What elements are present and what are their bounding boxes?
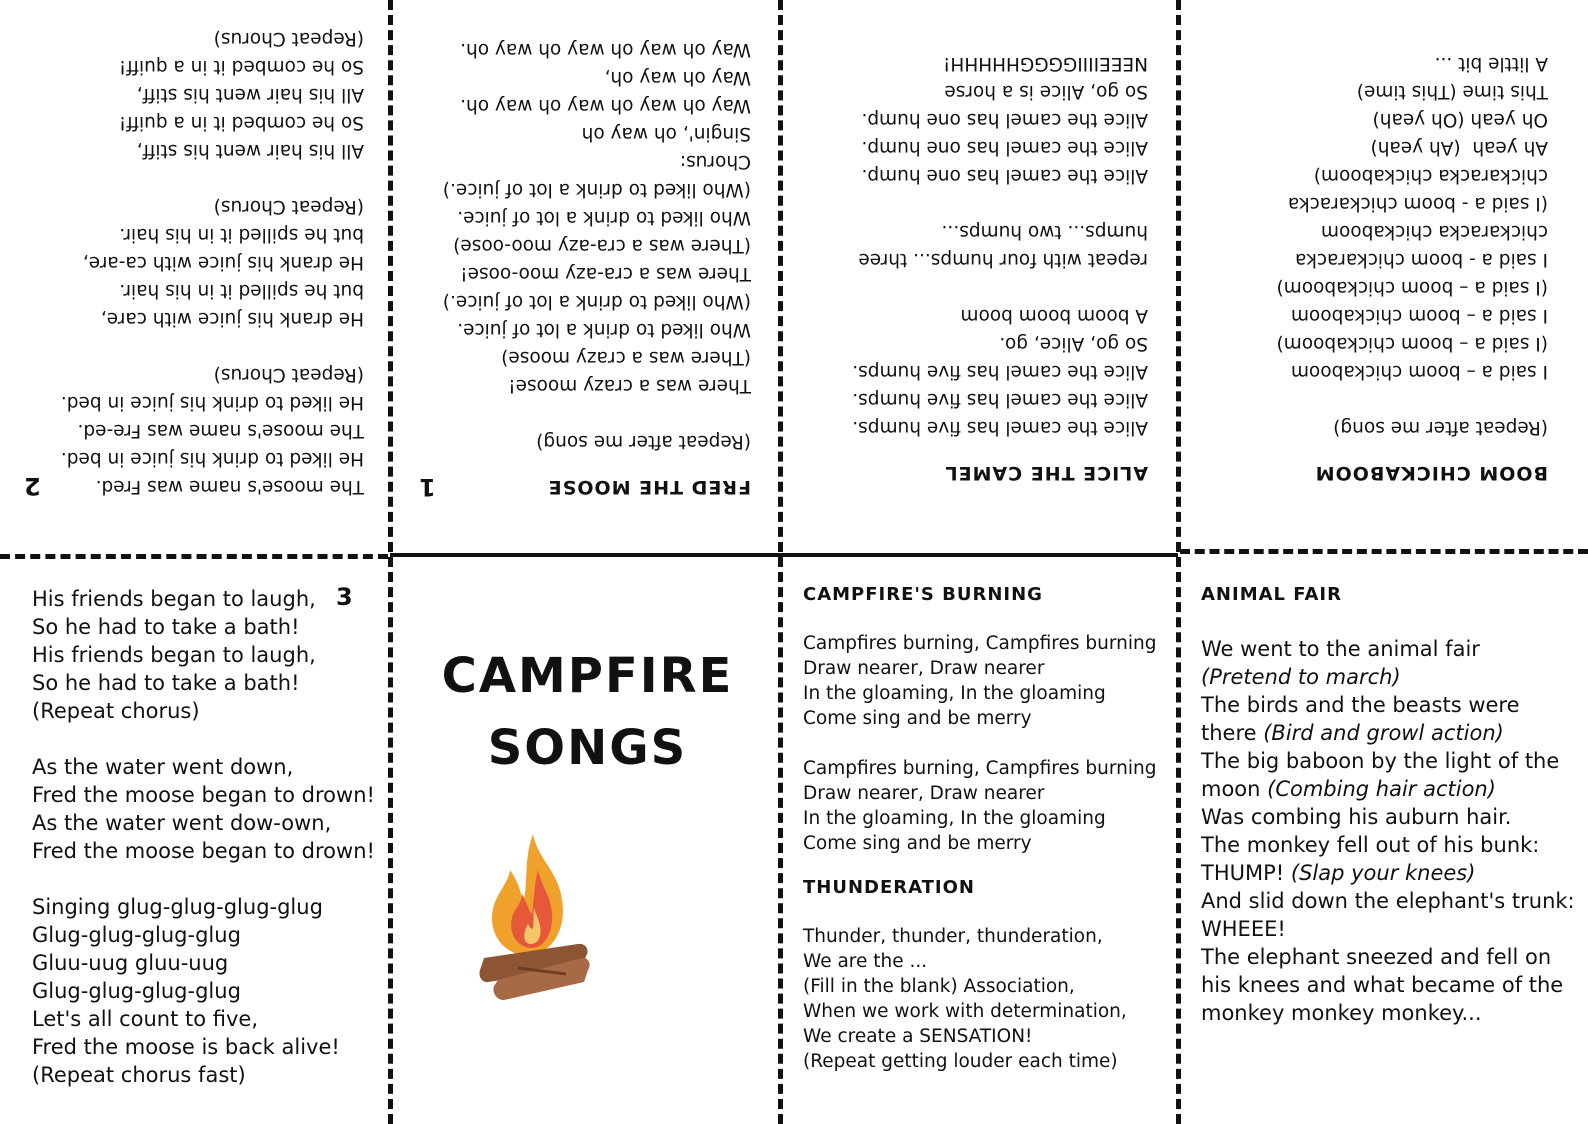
lyric-line: Ah yeah (Ah yeah) [1370,137,1548,158]
lyric-line: Fred the moose is back alive! [32,1035,340,1059]
lyric-line: but he spilled it in his hair. [119,280,364,301]
lyric-line: Who liked to drink a lot of juice. [457,319,751,340]
lyric-line: Draw nearer, Draw nearer [803,658,1045,679]
lyric-line: The monkey fell out of his bunk: [1201,833,1540,857]
song-lyrics-fred-3 [32,585,375,1089]
lyric-line: Singin', oh way oh [581,123,751,144]
action-note: (Combing hair action) [1267,777,1496,801]
lyric-line: humps... two humps... [941,221,1148,242]
action-note: (Pretend to march) [1201,665,1401,689]
lyric-line: (Repeat chorus fast) [32,1063,246,1087]
panel-fred-continued-2 [0,0,388,554]
lyric-line: Thunder, thunder, thunderation, [803,926,1103,947]
lyric-line: Alice the camel has one hump. [861,109,1148,130]
lyric-line: So go, Alice is a horse [944,81,1148,102]
lyric-line: The birds and the beasts were [1201,693,1520,717]
lyric-line: I said a – boom chickaboom [1290,361,1548,382]
lyric-line: We went to the animal fair [1201,637,1480,661]
lyric-line: (There was a crazy moose) [501,347,751,368]
lyric-line: His friends began to laugh, [32,587,316,611]
lyric-line: Glug-glug-glug-glug [32,923,241,947]
lyric-line: All his hair went his stiff, [136,84,364,105]
lyric-line: Fred the moose began to drown! [32,783,375,807]
lyric-line: Campfires burning, Campfires burning [803,633,1157,654]
action-note: (Slap your knees) [1290,861,1476,885]
lyric-line: (I said a – boom chickaboom) [1276,277,1548,298]
lyric-line: (Repeat after me song) [536,431,751,452]
song-lyrics-fred [419,35,751,455]
lyric-line: Campfires burning, Campfires burning [803,758,1157,779]
lyric-line [811,189,1148,217]
lyric-line: (Repeat Chorus) [213,196,364,217]
lyric-line: (I said a – boom chickaboom) [1276,333,1548,354]
lyric-line: In the gloaming, In the gloaming [803,683,1106,704]
lyric-line: (Repeat Chorus) [213,28,364,49]
lyric-line: repeat with four humps... three [858,249,1148,270]
lyric-line: So he combed it in a quiff! [118,56,364,77]
lyric-line: When we work with determination, [803,1001,1127,1022]
lyric-line: Draw nearer, Draw nearer [803,783,1045,804]
panel-alice-the-camel [781,0,1178,553]
lyric-line: (Repeat after me song) [1333,417,1548,438]
lyric-line [24,332,364,360]
lyric-line [32,725,368,753]
lyric-line: Gluu-uug gluu-uug [32,951,229,975]
campfire-icon [478,830,593,1000]
lyric-line: A boom boom boom [960,305,1148,326]
lyric-line: monkey monkey monkey... [1201,1001,1482,1025]
song-title-boom: BOOM CHICKABOOM [1314,462,1548,484]
song-lyrics-thunderation [803,924,1166,1074]
lyric-line: The moose's name was Fred. [95,476,364,497]
lyric-line: So he had to take a bath! [32,671,300,695]
lyric-line: Who liked to drink a lot of juice. [457,207,751,228]
song-title-animal-fair: ANIMAL FAIR [1201,584,1342,605]
song-title-fred: FRED THE MOOSE [547,476,751,498]
lyric-line: So he had to take a bath! [32,615,300,639]
lyric-line: chickaracka chickaboom [1321,221,1548,242]
lyric-line: I said a – boom chickaboom [1290,305,1548,326]
lyric-line: but he spilled it in his hair. [119,224,364,245]
panel-fred-continued-3 [0,559,388,1124]
lyric-line: his knees and what became of the [1201,973,1564,997]
cover-title [395,640,780,784]
lyric-line [811,273,1148,301]
lyric-line: Singing glug-glug-glug-glug [32,895,323,919]
song-title-campfire: CAMPFIRE'S BURNING [803,584,1043,605]
lyric-line: We are the ... [803,951,928,972]
lyric-line: Fred the moose began to drown! [32,839,375,863]
action-note: (Bird and growl action) [1263,721,1504,745]
song-title-alice: ALICE THE CAMEL [944,462,1148,484]
lyric-line: Alice the camel has one hump. [861,137,1148,158]
page-number-3: 3 [336,583,353,611]
lyric-line: All his hair went his stiff, [136,140,364,161]
song-lyrics-campfire [803,631,1166,856]
lyric-line: (Repeat chorus) [32,699,200,723]
lyric-line: Way oh way oh way oh way oh. [460,95,751,116]
page-number-1: 1 [419,473,436,501]
lyric-line: He liked to drink his juice in bed. [60,392,364,413]
panel-campfire-thunderation [783,559,1176,1124]
lyric-line: I said a - boom chickaracka [1295,249,1548,270]
lyric-line: The big baboon by the light of the [1201,749,1560,773]
lyric-line: We create a SENSATION! [803,1026,1033,1047]
lyric-line: So go, Alice, go. [999,333,1148,354]
lyric-line: And slid down the elephant's trunk: [1201,889,1575,913]
lyric-line: In the gloaming, In the gloaming [803,808,1106,829]
lyric-line [803,731,1166,756]
lyric-line [1220,385,1548,413]
song-lyrics-alice [811,49,1148,441]
lyric-line: He liked to drink his juice in bed. [60,448,364,469]
lyric-line: (Who liked to drink a lot of juice.) [442,291,751,312]
lyric-line: There was a crazy moose! [508,375,751,396]
lyric-line: This time (This time) [1356,81,1548,102]
panel-boom-chickaboom [1180,0,1588,549]
fold-line-middle [390,553,1178,557]
lyric-line: Alice the camel has five humps. [852,389,1148,410]
lyric-line: So he combed it in a quiff! [118,112,364,133]
lyric-line: NEEEIIIIGGGGHHHHH! [942,53,1148,74]
lyric-line: Come sing and be merry [803,708,1032,729]
lyric-line: Was combing his auburn hair. [1201,805,1512,829]
lyric-line: He drank his juice with ca-are, [82,252,364,273]
lyric-line: Way oh way oh, [604,67,751,88]
lyric-line: (Fill in the blank) Association, [803,976,1075,997]
cut-line-horizontal-right [1180,549,1588,554]
song-lyrics-fred-2 [24,24,364,500]
page-number-2: 2 [24,472,41,500]
lyric-line [32,865,368,893]
lyric-line: The moose's name was Fre-ed. [77,420,364,441]
lyric-line: Chorus: [679,151,751,172]
lyric-line: WHEEE! [1201,917,1286,941]
lyric-line: (Repeat Chorus) [213,364,364,385]
lyric-line: Alice the camel has five humps. [852,361,1148,382]
cover-title-line1: CAMPFIRE [441,648,734,704]
lyric-line: THUMP! [1201,861,1291,885]
lyric-line: Alice the camel has one hump. [861,165,1148,186]
lyric-line: (Repeat getting louder each time) [803,1051,1118,1072]
song-title-thunderation: THUNDERATION [803,877,975,898]
lyric-line: Alice the camel has five humps. [852,417,1148,438]
lyric-line: chickaracka chickaboom) [1313,165,1548,186]
lyric-line: There was a cra-azy moo-oose! [460,263,751,284]
cover-title-line2: SONGS [487,720,688,776]
lyric-line: Glug-glug-glug-glug [32,979,241,1003]
lyric-line: Come sing and be merry [803,833,1032,854]
lyric-line: (I said a - boom chickaracka [1287,193,1548,214]
song-lyrics-boom [1220,49,1548,441]
song-lyrics-animal-fair [1201,635,1582,1027]
lyric-line: (There was a cra-azy moo-oose) [453,235,751,256]
lyric-line: As the water went down, [32,755,294,779]
lyric-line: Let's all count to five, [32,1007,259,1031]
lyric-line: Oh yeah (Oh yeah) [1372,109,1548,130]
lyric-line [24,164,364,192]
panel-fred-the-moose [391,0,779,553]
lyric-line: As the water went dow-own, [32,811,332,835]
lyric-line: He drank his juice with care, [100,308,364,329]
lyric-line: Way oh way oh way oh way oh. [460,39,751,60]
panel-animal-fair [1181,559,1588,1124]
lyric-line: A little bit ... [1434,53,1548,74]
lyric-line: His friends began to laugh, [32,643,316,667]
lyric-line: moon [1201,777,1268,801]
lyric-line: (Who liked to drink a lot of juice.) [442,179,751,200]
lyric-line: there [1201,721,1264,745]
lyric-line [419,399,751,427]
lyric-line: The elephant sneezed and fell on [1201,945,1552,969]
